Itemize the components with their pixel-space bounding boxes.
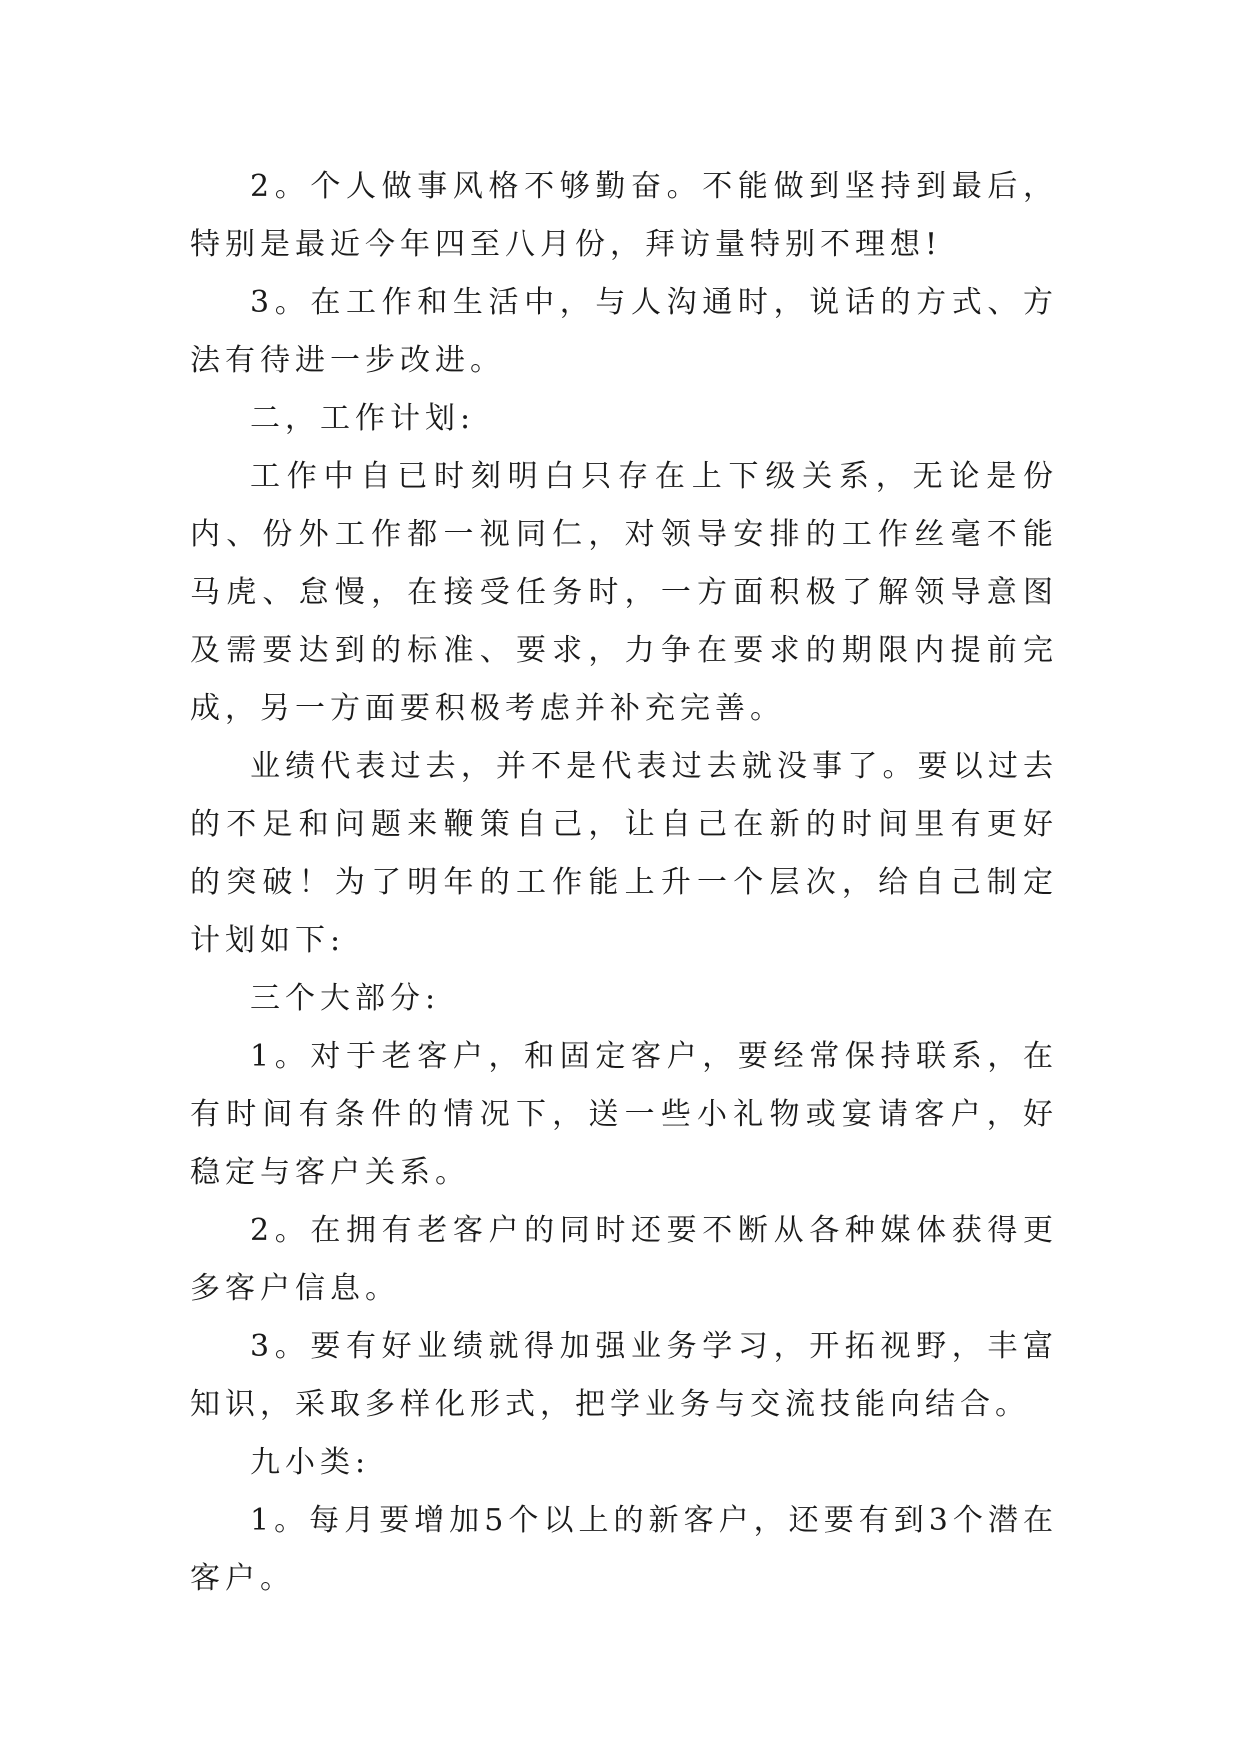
paragraph-work-attitude: 工作中自已时刻明白只存在上下级关系，无论是份内、份外工作都一视同仁，对领导安排的工作丝毫不能马虎、怠慢，在接受任务时，一方面积极了解领导意图及需要达到的标准、要求，力争在要求的期限内提前完成，另一方面要积极考虑并补充完善。 — [190, 459, 1058, 726]
document-body — [190, 158, 1058, 1608]
paragraph-work-style: 2。个人做事风格不够勤奋。不能做到坚持到最后，特别是最近今年四至八月份，拜访量特别不理想! — [190, 169, 1058, 262]
section-heading-work-plan: 二，工作计划: — [250, 401, 476, 436]
list-item-client-info: 2。在拥有老客户的同时还要不断从各种媒体获得更多客户信息。 — [190, 1213, 1058, 1306]
list-item-business-study: 3。要有好业绩就得加强业务学习，开拓视野，丰富知识，采取多样化形式，把学业务与交流技能向结合。 — [190, 1329, 1058, 1422]
list-item-new-clients: 1。每月要增加5个以上的新客户，还要有到3个潜在客户。 — [190, 1503, 1058, 1596]
section-heading-nine-categories: 九小类: — [250, 1445, 371, 1480]
list-item-old-clients: 1。对于老客户，和固定客户，要经常保持联系，在有时间有条件的情况下，送一些小礼物或宴请客户，好稳定与客户关系。 — [190, 1039, 1058, 1190]
paragraph-performance: 业绩代表过去，并不是代表过去就没事了。要以过去的不足和问题来鞭策自己，让自己在新的时间里有更好的突破！为了明年的工作能上升一个层次，给自己制定计划如下: — [190, 749, 1058, 958]
paragraph-communication: 3。在工作和生活中，与人沟通时，说话的方式、方法有待进一步改进。 — [190, 285, 1058, 378]
section-heading-three-parts: 三个大部分: — [250, 981, 441, 1016]
